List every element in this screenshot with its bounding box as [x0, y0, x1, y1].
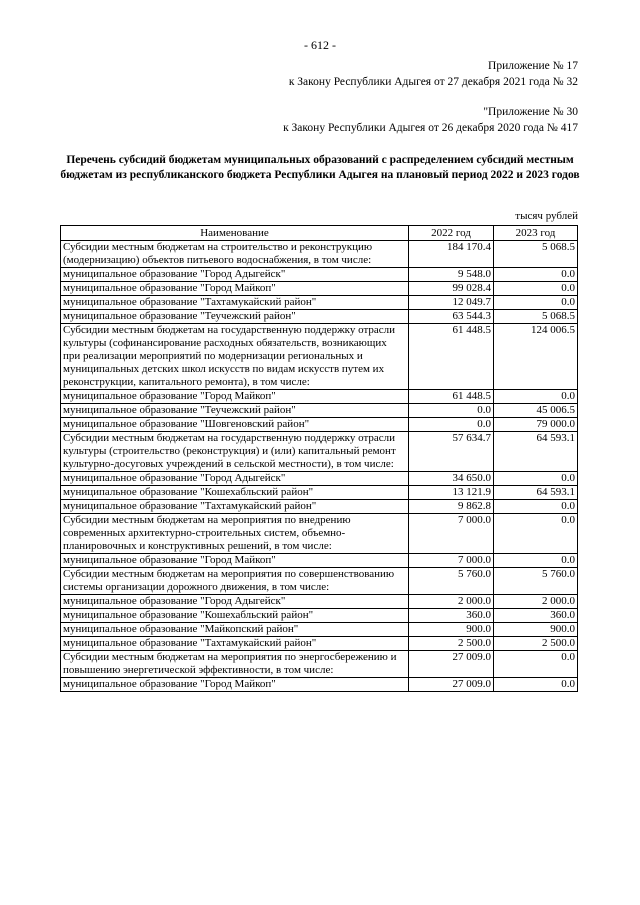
row-2023-cell: 5 068.5	[494, 310, 578, 324]
row-name-cell: муниципальное образование "Теучежский район"	[61, 310, 409, 324]
row-2023-cell: 0.0	[494, 514, 578, 554]
units-label: тысяч рублей	[515, 210, 578, 222]
row-name-cell: муниципальное образование "Город Адыгейск"	[61, 472, 409, 486]
row-name-cell: Субсидии местным бюджетам на мероприятия по внедрению современных архитектурно-строительных систем, объемно-планировочных и конструктивных решений, в том числе:	[61, 514, 409, 554]
row-2023-cell: 900.0	[494, 623, 578, 637]
page-number: - 612 -	[304, 38, 336, 52]
row-2023-cell: 0.0	[494, 472, 578, 486]
table-row	[61, 241, 578, 268]
table-row	[61, 268, 578, 282]
row-2022-cell: 9 548.0	[409, 268, 494, 282]
row-2022-cell: 900.0	[409, 623, 494, 637]
row-2022-cell: 0.0	[409, 418, 494, 432]
table-row	[61, 514, 578, 554]
appendix-current-law: к Закону Республики Адыгея от 27 декабря 2021 года № 32	[288, 76, 578, 88]
row-2022-cell: 34 650.0	[409, 472, 494, 486]
row-name-cell: муниципальное образование "Тахтамукайский район"	[61, 637, 409, 651]
row-2022-cell: 184 170.4	[409, 241, 494, 268]
row-2023-cell: 0.0	[494, 678, 578, 692]
row-2022-cell: 9 862.8	[409, 500, 494, 514]
row-2023-cell: 0.0	[494, 500, 578, 514]
table-row	[61, 595, 578, 609]
row-name-cell: муниципальное образование "Город Майкоп"	[61, 678, 409, 692]
row-2023-cell: 0.0	[494, 268, 578, 282]
header-name: Наименование	[61, 226, 409, 241]
table-row	[61, 486, 578, 500]
table-row	[61, 404, 578, 418]
row-2023-cell: 0.0	[494, 296, 578, 310]
row-2023-cell: 0.0	[494, 554, 578, 568]
row-name-cell: Субсидии местным бюджетам на строительство и реконструкцию (модернизацию) объектов питьевого водоснабжения, в том числе:	[61, 241, 409, 268]
row-2023-cell: 64 593.1	[494, 432, 578, 472]
row-name-cell: муниципальное образование "Тахтамукайский район"	[61, 500, 409, 514]
table-row	[61, 324, 578, 390]
row-name-cell: муниципальное образование "Майкопский район"	[61, 623, 409, 637]
row-2022-cell: 2 000.0	[409, 595, 494, 609]
row-2022-cell: 61 448.5	[409, 390, 494, 404]
row-name-cell: муниципальное образование "Город Адыгейск"	[61, 268, 409, 282]
row-2023-cell: 64 593.1	[494, 486, 578, 500]
row-2023-cell: 0.0	[494, 390, 578, 404]
row-name-cell: Субсидии местным бюджетам на государственную поддержку отрасли культуры (строительство (реконструкция) и (или) капитальный ремонт культурно-досуговых учреждений в сельской местности), в том числе:	[61, 432, 409, 472]
appendix-original-law: к Закону Республики Адыгея от 26 декабря 2020 года № 417	[283, 122, 578, 134]
row-2022-cell: 12 049.7	[409, 296, 494, 310]
table-row	[61, 623, 578, 637]
table-row	[61, 554, 578, 568]
row-2022-cell: 5 760.0	[409, 568, 494, 595]
table-row	[61, 390, 578, 404]
document-title: Перечень субсидий бюджетам муниципальных образований с распределением субсидий местным бюджетам из республиканского бюджета Республики Адыгея на плановый период 2022 и 2023 годов	[60, 154, 580, 181]
row-2023-cell: 0.0	[494, 282, 578, 296]
header-2022: 2022 год	[409, 226, 494, 241]
row-2022-cell: 27 009.0	[409, 678, 494, 692]
row-2022-cell: 7 000.0	[409, 554, 494, 568]
row-2022-cell: 57 634.7	[409, 432, 494, 472]
row-2023-cell: 2 000.0	[494, 595, 578, 609]
row-2022-cell: 27 009.0	[409, 651, 494, 678]
row-2023-cell: 2 500.0	[494, 637, 578, 651]
row-2023-cell: 79 000.0	[494, 418, 578, 432]
table-row	[61, 500, 578, 514]
row-name-cell: муниципальное образование "Шовгеновский район"	[61, 418, 409, 432]
row-name-cell: муниципальное образование "Город Майкоп"	[61, 282, 409, 296]
row-name-cell: Субсидии местным бюджетам на мероприятия по энергосбережению и повышению энергетической эффективности, в том числе:	[61, 651, 409, 678]
row-name-cell: муниципальное образование "Тахтамукайский район"	[61, 296, 409, 310]
row-2022-cell: 0.0	[409, 404, 494, 418]
row-2022-cell: 99 028.4	[409, 282, 494, 296]
row-2023-cell: 45 006.5	[494, 404, 578, 418]
row-name-cell: муниципальное образование "Город Майкоп"	[61, 554, 409, 568]
table-row	[61, 432, 578, 472]
table-row	[61, 310, 578, 324]
table-row	[61, 418, 578, 432]
row-name-cell: муниципальное образование "Теучежский район"	[61, 404, 409, 418]
row-2023-cell: 0.0	[494, 651, 578, 678]
appendix-original	[283, 104, 578, 136]
row-2022-cell: 360.0	[409, 609, 494, 623]
row-2023-cell: 5 760.0	[494, 568, 578, 595]
table-row	[61, 568, 578, 595]
row-name-cell: муниципальное образование "Город Майкоп"	[61, 390, 409, 404]
appendix-original-number: "Приложение № 30	[483, 106, 578, 118]
row-2023-cell: 5 068.5	[494, 241, 578, 268]
row-2022-cell: 13 121.9	[409, 486, 494, 500]
row-2023-cell: 124 006.5	[494, 324, 578, 390]
row-name-cell: муниципальное образование "Кошехабльский район"	[61, 486, 409, 500]
row-name-cell: муниципальное образование "Город Адыгейск"	[61, 595, 409, 609]
row-name-cell: Субсидии местным бюджетам на мероприятия по совершенствованию системы организации дорожного движения, в том числе:	[61, 568, 409, 595]
table-row	[61, 472, 578, 486]
row-name-cell: Субсидии местным бюджетам на государственную поддержку отрасли культуры (софинансирование расходных обязательств, возникающих при реализации мероприятий по модернизации региональных и муниципальных детских школ искусств по видам искусств путем их реконструкции, капитального ремонта), в том числе:	[61, 324, 409, 390]
appendix-current-number: Приложение № 17	[488, 60, 578, 72]
row-2022-cell: 63 544.3	[409, 310, 494, 324]
table-header-row	[61, 226, 578, 241]
row-2022-cell: 61 448.5	[409, 324, 494, 390]
row-2022-cell: 2 500.0	[409, 637, 494, 651]
subsidies-table	[60, 225, 578, 692]
row-2022-cell: 7 000.0	[409, 514, 494, 554]
table-row	[61, 296, 578, 310]
table-row	[61, 651, 578, 678]
table-row	[61, 609, 578, 623]
header-2023: 2023 год	[494, 226, 578, 241]
row-name-cell: муниципальное образование "Кошехабльский район"	[61, 609, 409, 623]
table-row	[61, 637, 578, 651]
table-row	[61, 678, 578, 692]
table-row	[61, 282, 578, 296]
row-2023-cell: 360.0	[494, 609, 578, 623]
appendix-current	[289, 58, 578, 90]
